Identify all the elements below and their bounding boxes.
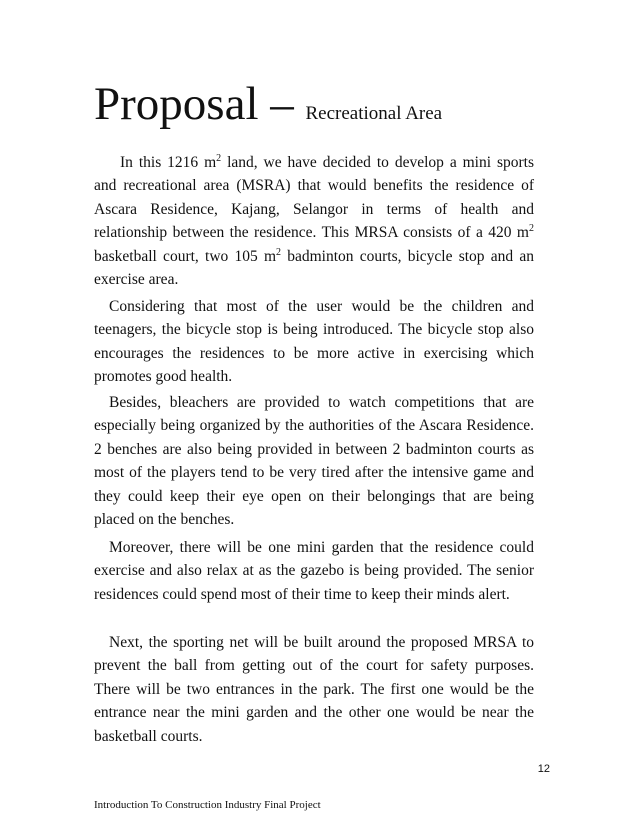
p1-sup-3: 2 [276, 246, 282, 258]
p1-sup-2: 2 [529, 223, 534, 235]
p1-sup-1: 2 [216, 152, 222, 164]
page-title [94, 76, 442, 142]
p1-text-c: basketball court, two 105 m [94, 247, 277, 265]
paragraph-bleachers: Besides, bleachers are provided to watch competitions that are especially being organized by the authorities of the Ascara Residence. 2 benches are also being provided in between 2 badminton courts as most of the players tend to be very tired after the intensive game and they could keep their eye open on their belongings that are being placed on the benches. [94, 394, 534, 529]
paragraph-bicycle-stop: Considering that most of the user would be the children and teenagers, the bicycle stop is being introduced. The bicycle stop also encourages the residences to be more active in exercising which promotes good health. [94, 298, 534, 386]
p1-text-a: In this 1216 m [120, 154, 217, 171]
paragraph-intro [94, 151, 534, 291]
p1-text-b: land, we have decided to develop a mini sports and recreational area (MSRA) that would benefits the residence of Ascara Residence, Kajang, Selangor in terms of health and relationship between the residence. This MRSA consists of a 420 m [94, 154, 534, 242]
page-number: 12 [537, 763, 550, 775]
p1-text-d: badminton courts, bicycle stop and an exercise area. [94, 247, 534, 289]
paragraph-sporting-net: Next, the sporting net will be built around the proposed MRSA to prevent the ball from getting out of the court for safety purposes. There will be two entrances in the park. The first one would be the entrance near the mini garden and the other one would be near the basketball courts. [94, 634, 534, 745]
title-subtitle: Recreational Area [305, 103, 443, 124]
paragraph-garden: Moreover, there will be one mini garden that the residence could exercise and also relax at as the gazebo is being provided. The senior residences could spend most of their time to keep their minds alert. [94, 539, 534, 603]
title-main: Proposal – [94, 78, 306, 130]
footer-text: Introduction To Construction Industry Final Project [94, 799, 321, 811]
